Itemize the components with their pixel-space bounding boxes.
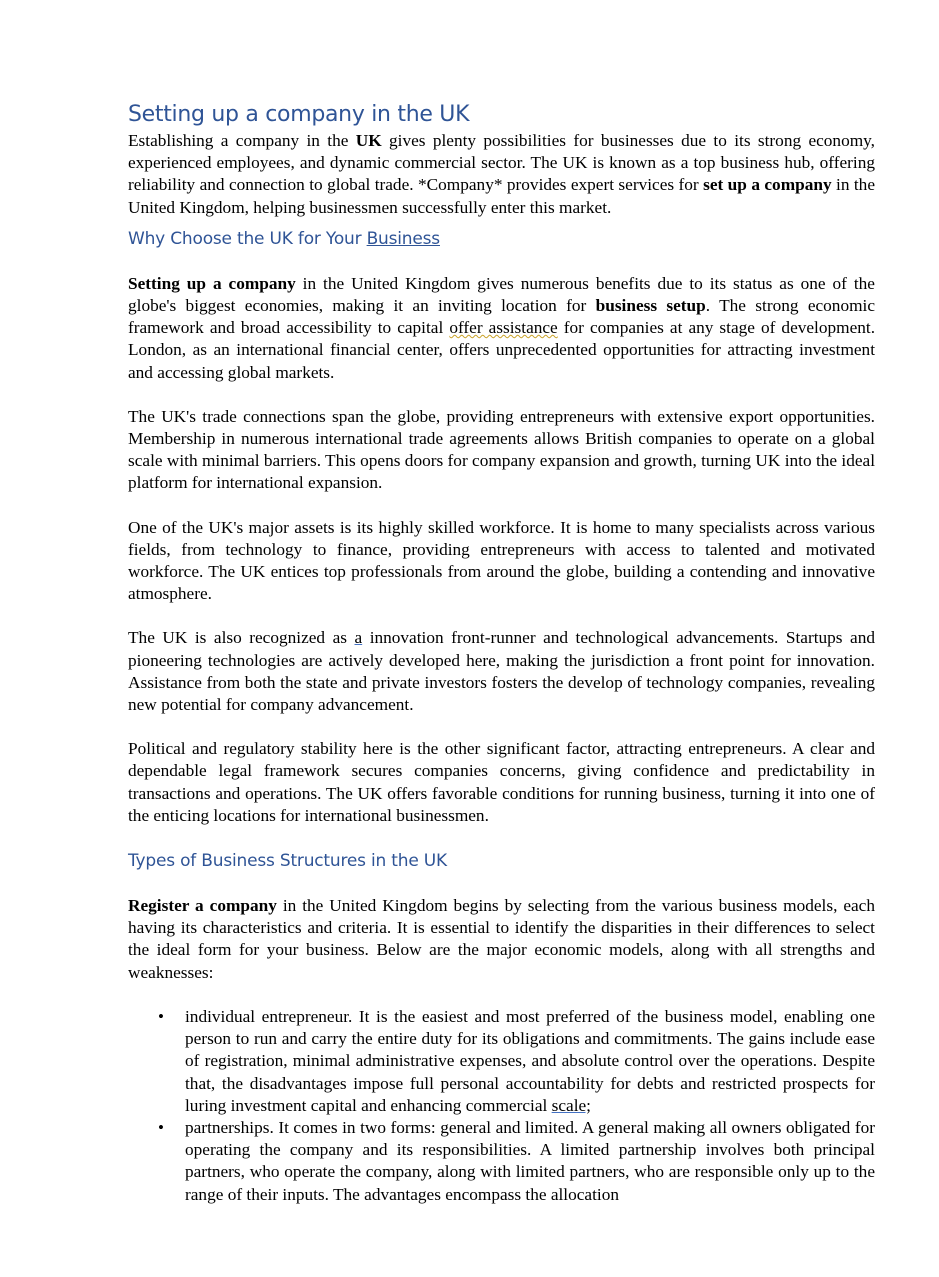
why-paragraph-2: The UK's trade connections span the globe, providing entrepreneurs with extensive export opportunities. Membership in numerous international trade agreements allows British companies to operate on a global scale with minimal barriers. This opens doors for company expansion and growth, turning UK into the ideal platform for international expansion. bbox=[128, 406, 875, 493]
bold-business-setup: business setup bbox=[595, 296, 706, 316]
list-item bbox=[128, 1006, 875, 1117]
why-p1-text-1: in the United Kingdom gives numerous benefits due to its status as one of the globe's biggest economies, making it an inviting location for bbox=[128, 273, 875, 316]
document-page bbox=[128, 100, 875, 1206]
why-p4-text-1: The UK is also recognized as bbox=[128, 628, 355, 648]
intro-text-2: gives plenty possibilities for businesses due to its strong economy, experienced employees, and dynamic commercial sector. The UK is known as a top business hub, offering reliability and connection to global trade. *Company* provides expert services for bbox=[128, 131, 875, 195]
section-heading-why-uk bbox=[128, 227, 875, 251]
heading-link-business[interactable]: Business bbox=[366, 228, 440, 249]
grammar-flag-a[interactable]: a bbox=[354, 628, 363, 648]
list-item-text: partnerships. It comes in two forms: general and limited. A general making all owners obligated for operating the company and its responsibilities. A limited partnership involves both principal partners, who operate the company, along with limited partners, who are responsible only up to the range of their inputs. The advantages encompass the allocation bbox=[185, 1117, 875, 1204]
intro-paragraph bbox=[128, 130, 875, 219]
bullet-icon: • bbox=[158, 1006, 164, 1026]
intro-text-3: in the United Kingdom, helping businessmen successfully enter this market. bbox=[128, 175, 875, 217]
heading-prefix: Why Choose the UK for Your bbox=[128, 228, 367, 249]
intro-text-1: Establishing a company in the bbox=[128, 131, 356, 150]
list-item bbox=[128, 1117, 875, 1206]
list-item-text: individual entrepreneur. It is the easiest and most preferred of the business model, enabling one person to run and carry the entire duty for its obligations and commitments. The gains include ease of registration, minimal administrative expenses, and absolute control over the operations. Despite that, the disadvantages impose full personal accountability for debts and restricted prospects for luring investment capital and enhancing commercial bbox=[185, 1006, 875, 1115]
intro-bold-uk: UK bbox=[355, 131, 382, 150]
why-paragraph-3: One of the UK's major assets is its highly skilled workforce. It is home to many specialists across various fields, from technology to finance, providing entrepreneurs with access to talented and motivated workforce. The UK entices top professionals from around the globe, building a contending and innovative atmosphere. bbox=[128, 517, 875, 604]
intro-bold-setup: set up a company bbox=[703, 175, 832, 195]
document-title: Setting up a company in the UK bbox=[128, 102, 470, 127]
why-p1-text-3: for companies at any stage of development. London, as an international financial center, offers unprecedented opportunities for attracting investment and accessing global markets. bbox=[128, 318, 876, 382]
grammar-flag-scale[interactable]: scale; bbox=[551, 1095, 591, 1115]
why-p4-text-2: innovation front-runner and technological advancements. Startups and pioneering technologies are actively developed here, making the jurisdiction a front point for innovation. Assistance from both the state and private investors fosters the develop of technology companies, revealing new potential for company advancement. bbox=[128, 628, 875, 715]
bold-register-company: Register a company bbox=[128, 896, 277, 916]
bold-setting-up: Setting up a company bbox=[128, 273, 296, 293]
bullet-icon: • bbox=[158, 1117, 164, 1137]
structures-paragraph-1 bbox=[128, 895, 875, 984]
why-p1-text-2: . The strong economic framework and broad accessibility to capital bbox=[128, 296, 875, 338]
section-heading-structures: Types of Business Structures in the UK bbox=[128, 851, 448, 872]
why-paragraph-1 bbox=[128, 273, 875, 384]
structures-p1-text: in the United Kingdom begins by selecting from the various business models, each having its characteristics and criteria. It is essential to identify the disparities in their differences to select the ideal form for your business. Below are the major economic models, along with all strengths and weaknesses: bbox=[128, 896, 875, 982]
spelling-flag-offer-assistance[interactable]: offer assistance bbox=[449, 318, 558, 338]
why-paragraph-4 bbox=[128, 627, 875, 716]
why-paragraph-5: Political and regulatory stability here is the other significant factor, attracting entrepreneurs. A clear and dependable legal framework secures companies concerns, giving confidence and predictability in transactions and operations. The UK offers favorable conditions for running business, turning it into one of the enticing locations for international businessmen. bbox=[128, 739, 875, 825]
business-structures-list bbox=[128, 1006, 875, 1206]
